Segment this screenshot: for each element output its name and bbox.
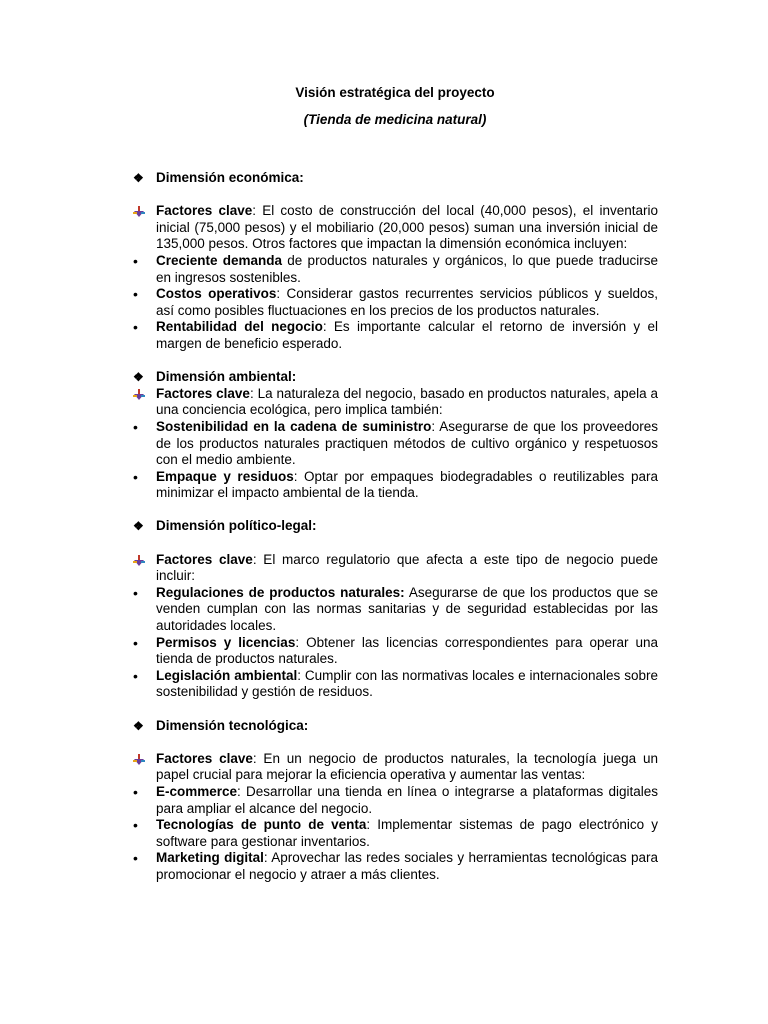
item-term: E-commerce	[156, 783, 238, 799]
key-factors-item	[130, 386, 658, 419]
bullet-item	[130, 668, 658, 701]
item-term: Factores clave	[156, 385, 250, 401]
spacer	[130, 187, 658, 204]
item-term: Rentabilidad del negocio	[156, 319, 323, 335]
bullet-icon: •	[133, 252, 138, 269]
bullet-icon: •	[133, 667, 138, 684]
spacer	[130, 535, 658, 552]
item-term: Costos operativos	[156, 286, 277, 302]
item-text: : Aprovechar las redes sociales y herramientas tecnológicas para promocionar el negocio y atraer a más clientes.	[156, 850, 659, 882]
item-term: Tecnologías de punto de venta	[156, 817, 367, 833]
document-subtitle: (Tienda de medicina natural)	[303, 112, 487, 127]
bullet-item	[130, 850, 658, 883]
item-term: Factores clave	[156, 750, 253, 766]
item-text: : Considerar gastos recurrentes servicios públicos y sueldos, así como posibles fluctuaciones en los precios de los productos naturales.	[156, 286, 658, 318]
item-text: : El costo de construcción del local (40,000 pesos), el inventario inicial (75,000 pesos) y el mobiliario (20,000 pesos) suman una inversión inicial de 135,000 pesos. Otros factores que impactan la dimensión económica incluyen:	[156, 203, 658, 252]
diamond-bullet-icon: ❖	[133, 718, 144, 733]
item-text: de productos naturales y orgánicos, lo que puede traducirse en ingresos sostenibles.	[156, 252, 658, 285]
item-text: : Implementar sistemas de pago electrónico y software para gestionar inventarios.	[156, 817, 658, 849]
section-heading	[130, 518, 658, 535]
bullet-item	[130, 469, 658, 502]
item-text: : Obtener las licencias correspondientes para operar una tienda de productos naturales.	[156, 634, 658, 667]
spacer	[130, 701, 658, 718]
spacer	[130, 502, 658, 519]
diamond-bullet-icon: ❖	[133, 519, 144, 534]
section-heading-text: Dimensión político-legal:	[156, 518, 317, 534]
item-term: Empaque y residuos	[156, 468, 294, 484]
bullet-icon: •	[133, 418, 138, 435]
item-term: Permisos y licencias	[156, 634, 296, 650]
bullet-item	[130, 286, 658, 319]
key-factors-item	[130, 751, 658, 784]
item-text: : Es importante calcular el retorno de inversión y el margen de beneficio esperado.	[156, 319, 658, 351]
bullet-item	[130, 635, 658, 668]
bullet-item	[130, 585, 658, 635]
key-factors-item	[130, 552, 658, 585]
item-text: : Cumplir con las normativas locales e internacionales sobre sostenibilidad y gestión de residuos.	[156, 667, 658, 700]
bullet-item	[130, 419, 658, 469]
item-term: Factores clave	[156, 551, 253, 567]
arrow-bullet-icon	[133, 389, 145, 401]
item-text: : Asegurarse de que los proveedores de los productos naturales practiquen métodos de cultivo orgánico y respetuosos con el medio ambiente.	[156, 418, 658, 468]
item-term: Creciente demanda	[156, 252, 283, 268]
bullet-item	[130, 784, 658, 817]
bullet-item	[130, 817, 658, 850]
document-body	[130, 170, 658, 884]
section-heading	[130, 718, 658, 735]
key-factors-item	[130, 203, 658, 253]
section-heading	[130, 170, 658, 187]
diamond-bullet-icon: ❖	[133, 370, 144, 385]
item-term: Legislación ambiental	[156, 667, 298, 683]
bullet-icon: •	[133, 817, 138, 834]
arrow-bullet-icon	[133, 555, 145, 567]
bullet-icon: •	[133, 850, 138, 867]
item-text: : Optar por empaques biodegradables o reutilizables para minimizar el impacto ambiental de la tienda.	[156, 468, 659, 501]
item-text: : Desarrollar una tienda en línea o integrarse a plataformas digitales para ampliar el alcance del negocio.	[156, 783, 658, 816]
item-term: Sostenibilidad en la cadena de suministro	[156, 418, 432, 434]
bullet-icon: •	[133, 634, 138, 651]
arrow-bullet-icon	[133, 754, 145, 766]
bullet-icon: •	[133, 468, 138, 485]
item-text: : La naturaleza del negocio, basado en productos naturales, apela a una conciencia ecológica, pero implica también:	[156, 385, 658, 418]
section-heading-text: Dimensión económica:	[156, 170, 304, 185]
section-heading	[130, 369, 658, 386]
bullet-item	[130, 319, 658, 352]
bullet-icon: •	[133, 783, 138, 800]
item-text: : En un negocio de productos naturales, la tecnología juega un papel crucial para mejorar la eficiencia operativa y aumentar las ventas:	[156, 750, 658, 783]
item-text: Asegurarse de que los productos que se venden cumplan con las normas sanitarias y de seguridad establecidas por las autoridades locales.	[156, 584, 658, 634]
bullet-item	[130, 253, 658, 286]
section-heading-text: Dimensión tecnológica:	[156, 717, 309, 733]
spacer	[130, 353, 658, 370]
item-term: Regulaciones de productos naturales:	[156, 584, 405, 600]
bullet-icon: •	[133, 286, 138, 303]
section-heading-text: Dimensión ambiental:	[156, 369, 297, 385]
arrow-bullet-icon	[133, 206, 145, 218]
item-text: : El marco regulatorio que afecta a este tipo de negocio puede incluir:	[156, 551, 659, 584]
bullet-icon: •	[133, 584, 138, 601]
diamond-bullet-icon: ❖	[133, 171, 144, 185]
bullet-icon: •	[133, 319, 138, 336]
document-title: Visión estratégica del proyecto	[295, 85, 495, 100]
spacer	[130, 734, 658, 751]
item-term: Marketing digital	[156, 850, 264, 866]
item-term: Factores clave	[156, 203, 253, 219]
